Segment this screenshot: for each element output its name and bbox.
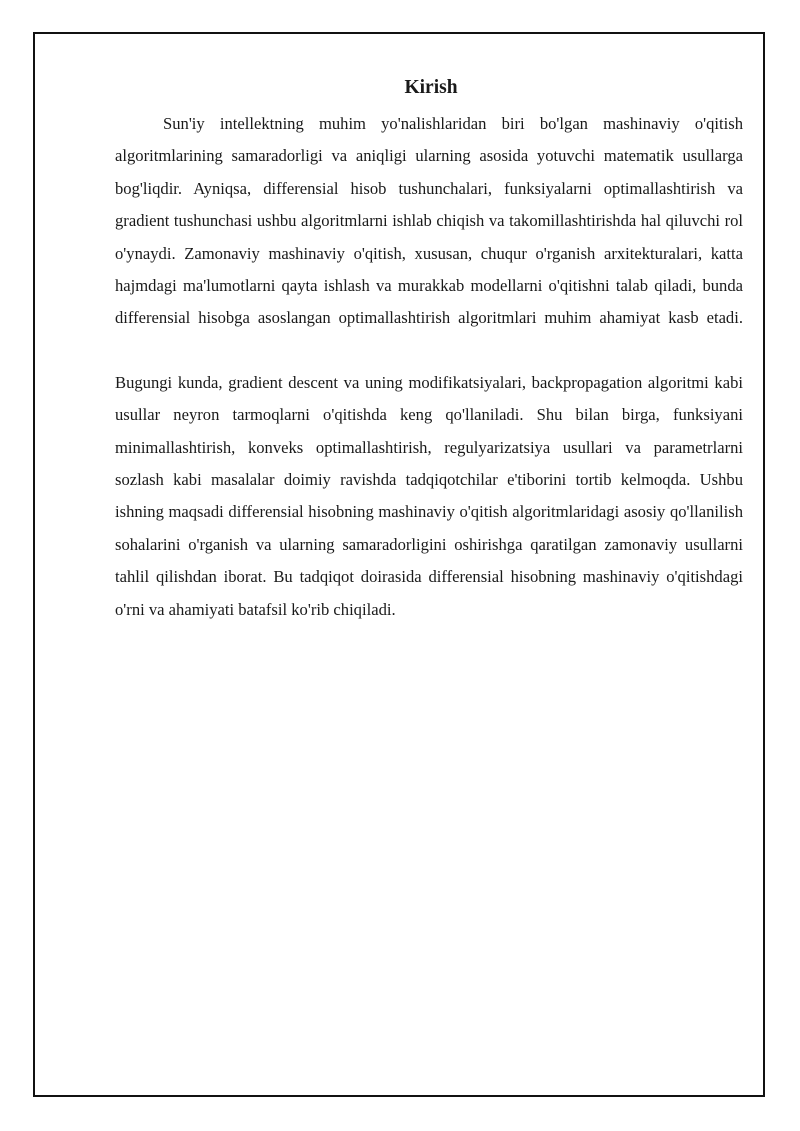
document-body — [115, 76, 743, 626]
paragraph-intro: Sun'iy intellektning muhim yo'nalishlaridan biri bo'lgan mashinaviy o'qitish algoritmlarining samaradorligi va aniqligi ularning asosida yotuvchi matematik usullarga bog'liqdir. Ayniqsa, differensial hisob tushunchalari, funksiyalarni optimallashtirish va gradient tushunchasi ushbu algoritmlarni ishlab chiqish va takomillashtirishda hal qiluvchi rol o'ynaydi. Zamonaviy mashinaviy o'qitish, xususan, chuqur o'rganish arxitekturalari, katta hajmdagi ma'lumotlarni qayta ishlash va murakkab modellarni o'qitishni talab qiladi, bunda differensial hisobga asoslangan optimallashtirish algoritmlari muhim ahamiyat kasb etadi. — [115, 114, 743, 328]
document-title: Kirish — [404, 77, 458, 98]
paragraph-second: Bugungi kunda, gradient descent va uning modifikatsiyalari, backpropagation algoritmi kabi usullar neyron tarmoqlarni o'qitishda keng qo'llaniladi. Shu bilan birga, funksiyani minimallashtirish, konveks optimallashtirish, regulyarizatsiya usullari va parametrlarni sozlash kabi masalalar doimiy ravishda tadqiqotchilar e'tiborini tortib kelmoqda. Ushbu ishning maqsadi differensial hisobning mashinaviy o'qitish algoritmlaridagi asosiy qo'llanilish sohalarini o'rganish va ularning samaradorligini oshirishga qaratilgan zamonaviy usullarni tahlil qilishdan iborat. Bu tadqiqot doirasida differensial hisobning mashinaviy o'qitishdagi o'rni va ahamiyati batafsil ko'rib chiqiladi. — [115, 372, 743, 619]
paragraph-spacer — [115, 335, 743, 367]
